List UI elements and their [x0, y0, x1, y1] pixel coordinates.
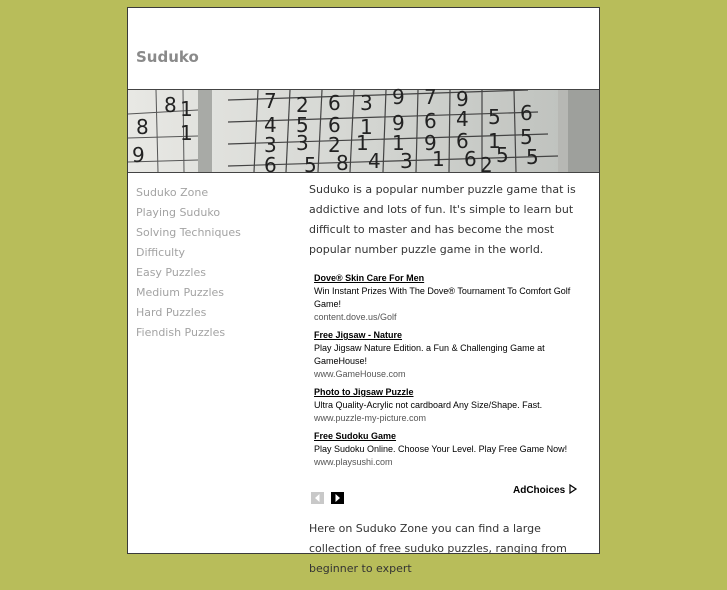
banner-digit: 9 [456, 87, 469, 111]
banner-digit: 1 [392, 131, 405, 155]
banner-digit: 9 [392, 85, 405, 109]
banner-digit: 2 [296, 93, 309, 117]
chevron-right-icon [331, 492, 344, 504]
banner-image [128, 85, 599, 177]
ad-item [314, 386, 584, 424]
ad-url[interactable]: www.GameHouse.com [314, 369, 406, 379]
banner-digit: 3 [360, 91, 373, 115]
banner-digit: 5 [520, 125, 533, 149]
banner-digit: 5 [296, 113, 309, 137]
banner-digit: 6 [456, 129, 469, 153]
outro-paragraph: Here on Suduko Zone you can find a large collection of free suduko puzzles, ranging from beginner to expert [309, 522, 567, 575]
banner-digit: 3 [296, 131, 309, 155]
banner-digit: 1 [488, 129, 501, 153]
banner-digit: 1 [180, 121, 193, 145]
ad-block [314, 272, 584, 474]
banner-digit: 1 [180, 97, 193, 121]
ad-title-link[interactable]: Free Jigsaw - Nature [314, 330, 403, 340]
banner-digit: 2 [480, 153, 493, 177]
banner-digit: 5 [488, 105, 501, 129]
banner-digit: 6 [424, 109, 437, 133]
sidebar-item-solving-techniques[interactable]: Solving Techniques [136, 226, 241, 239]
ad-item [314, 272, 584, 323]
banner-digit: 4 [456, 107, 469, 131]
sidebar-nav [136, 183, 296, 343]
banner-digit: 5 [496, 143, 509, 167]
banner-digit: 2 [328, 133, 341, 157]
banner-digit: 6 [328, 91, 341, 115]
banner-digit: 1 [360, 115, 373, 139]
ad-description: Ultra Quality-Acrylic not cardboard Any Size/Shape. Fast. [314, 400, 543, 410]
ad-url[interactable]: content.dove.us/Golf [314, 312, 397, 322]
main-content [309, 180, 593, 260]
banner-digit: 1 [356, 131, 369, 155]
sidebar-item-hard-puzzles[interactable]: Hard Puzzles [136, 306, 207, 319]
banner-digit: 7 [424, 85, 437, 109]
banner-digit: 9 [392, 111, 405, 135]
ad-url[interactable]: www.puzzle-my-picture.com [314, 413, 427, 423]
ad-description: Play Jigsaw Nature Edition. a Fun & Challenging Game at GameHouse! [314, 343, 545, 366]
banner-digit: 6 [464, 147, 477, 171]
sidebar-item-fiendish-puzzles[interactable]: Fiendish Puzzles [136, 326, 226, 339]
banner-digit: 9 [424, 131, 437, 155]
ad-url[interactable]: www.playsushi.com [314, 457, 393, 467]
sudoku-photo [128, 85, 599, 177]
banner-digit: 3 [264, 133, 277, 157]
banner-digit: 4 [264, 113, 277, 137]
sidebar-item-suduko-zone[interactable]: Suduko Zone [136, 186, 209, 199]
adchoices-link[interactable] [513, 484, 578, 496]
ad-description: Play Sudoku Online. Choose Your Level. Play Free Game Now! [314, 444, 568, 454]
banner-digit: 5 [304, 153, 317, 177]
banner-digit: 1 [432, 147, 445, 171]
site-title[interactable]: Suduko [136, 48, 199, 66]
adchoices-icon [568, 484, 578, 494]
ad-description: Win Instant Prizes With The Dove® Tournament To Comfort Golf Game! [314, 286, 571, 309]
intro-paragraph: Suduko is a popular number puzzle game that is addictive and lots of fun. It's simple to learn but difficult to master and has become the most popular number puzzle game in the world. [309, 183, 576, 256]
sidebar-item-medium-puzzles[interactable]: Medium Puzzles [136, 286, 224, 299]
banner-digit: 4 [368, 149, 381, 173]
ad-item [314, 430, 584, 468]
banner-digit: 6 [328, 113, 341, 137]
banner-digit: 7 [264, 89, 277, 113]
sidebar-item-easy-puzzles[interactable]: Easy Puzzles [136, 266, 206, 279]
adchoices-label: AdChoices [513, 485, 566, 496]
ad-title-link[interactable]: Photo to Jigsaw Puzzle [314, 387, 414, 397]
chevron-left-icon [311, 492, 324, 504]
ad-item [314, 329, 584, 380]
banner-digit: 5 [526, 145, 539, 169]
banner-digit: 9 [132, 143, 145, 167]
page-container [127, 7, 600, 575]
banner-digit: 8 [164, 93, 177, 117]
banner-digit: 6 [520, 101, 533, 125]
banner-digit: 8 [136, 115, 149, 139]
banner-digit: 3 [400, 149, 413, 173]
banner-digit: 6 [264, 153, 277, 177]
ad-next-button[interactable] [331, 489, 344, 501]
ad-title-link[interactable]: Dove® Skin Care For Men [314, 273, 425, 283]
ad-prev-button[interactable] [311, 489, 324, 501]
main-content-continued [309, 508, 593, 590]
sidebar-item-difficulty[interactable]: Difficulty [136, 246, 186, 259]
ad-pagination [311, 484, 346, 503]
sidebar-item-playing-suduko[interactable]: Playing Suduko [136, 206, 221, 219]
ad-title-link[interactable]: Free Sudoku Game [314, 431, 397, 441]
banner-digit: 8 [336, 151, 349, 175]
